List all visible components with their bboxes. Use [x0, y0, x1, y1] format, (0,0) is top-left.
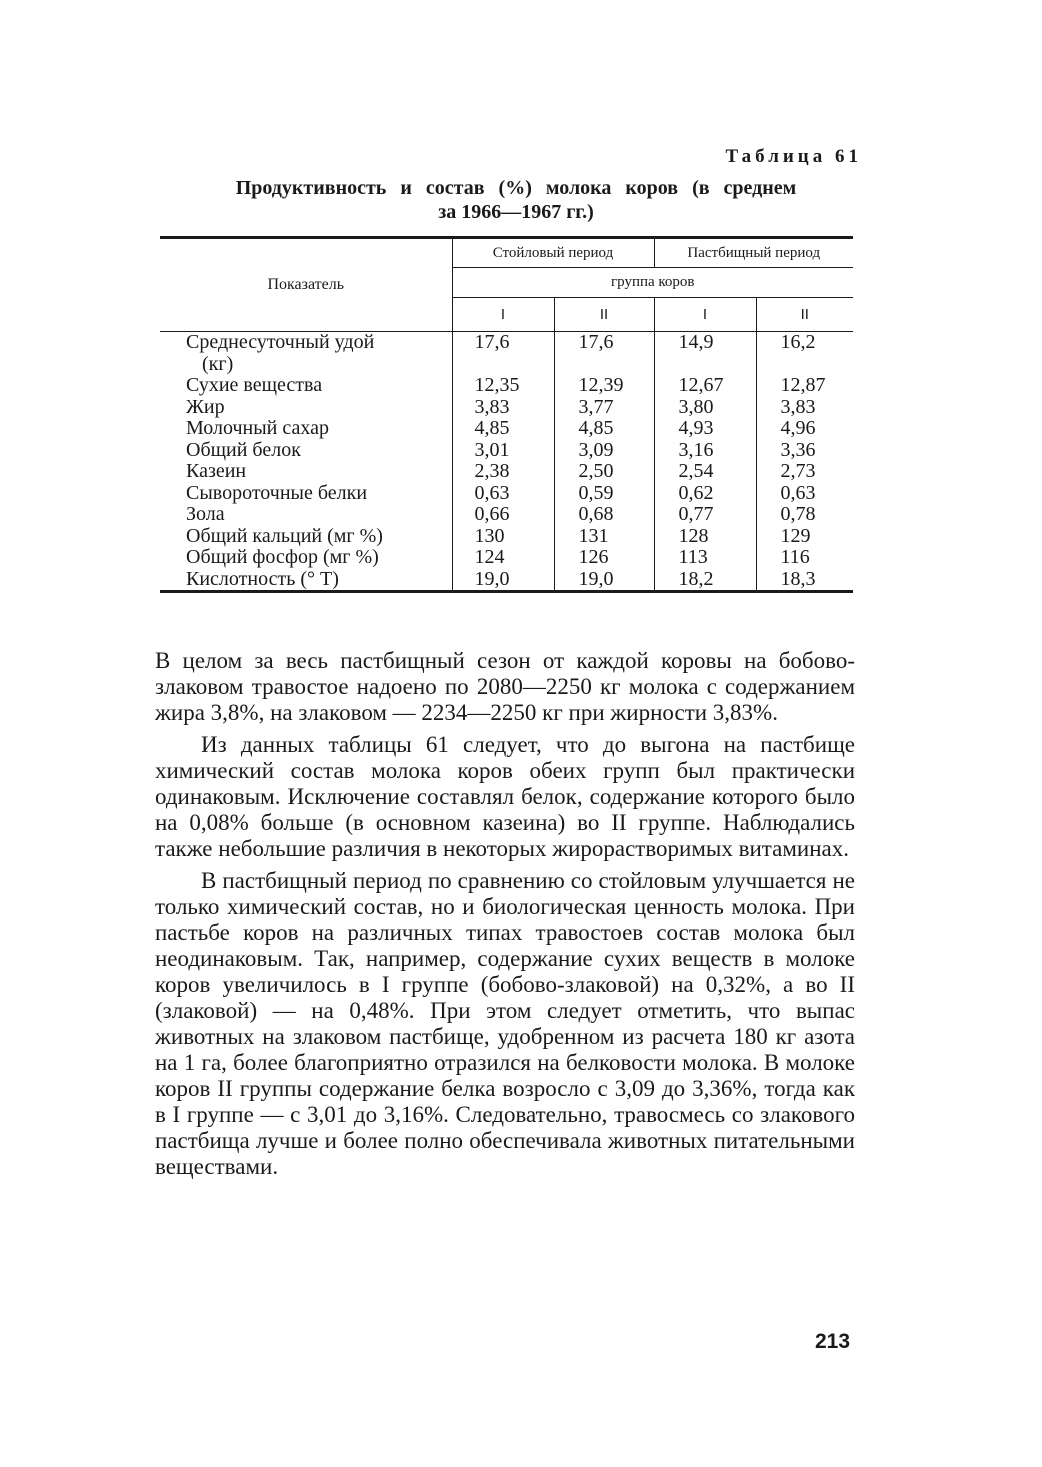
caption-line-1: Продуктивность и состав (%) молока коров (в среднем	[235, 177, 797, 199]
cell: 3,36	[780, 438, 816, 461]
cell: 4,85	[554, 418, 654, 440]
cell: 4,96	[780, 417, 816, 439]
cell: 3,09	[554, 440, 654, 462]
table-row	[160, 332, 853, 376]
paragraph: В пастбищный период по сравнению со стойловым улучшается не только химический состав, но и биологическая ценность молока. При пастьбе коров на различных типах травостоев состав молока был неодинаковым. Так, например, содержание сухих веществ в молоке коров увеличилось в I группе (бобово-злаковой) на 0,32%, а во II (злаковой) — на 0,48%. При этом следует отметить, что выпас животных на злаковом пастбище, удобренном из расчета 180 кг азота на 1 га, более благоприятно отразился на белковости молока. В молоке коров II группы содержание белка возросло с 3,09 до 3,36%, тогда как в I группе — с 3,01 до 3,16%. Следовательно, травосмесь со злакового пастбища лучше и более полно обеспечивала животных питательными веществами.	[155, 868, 855, 1179]
cell: 3,83	[452, 397, 554, 419]
cell: 116	[780, 546, 810, 568]
cell: 126	[554, 547, 654, 569]
table-row	[160, 418, 853, 440]
group-col-2: II	[554, 298, 654, 332]
cell: 0,59	[554, 483, 654, 505]
table-row	[160, 526, 853, 548]
cell: 18,2	[654, 569, 756, 592]
milk-composition-table	[160, 236, 853, 593]
page-number: 213	[815, 1330, 851, 1353]
cell: 17,6	[452, 332, 554, 376]
cell: 3,80	[654, 397, 756, 419]
cell: 128	[654, 526, 756, 548]
table-row	[160, 504, 853, 526]
cell: 3,77	[554, 397, 654, 419]
cell: 0,66	[452, 504, 554, 526]
cell: 0,77	[654, 504, 756, 526]
group-col-1: I	[452, 298, 554, 332]
cell: 3,16	[654, 440, 756, 462]
row-label: Общий кальций (мг %)	[160, 526, 452, 548]
group-label: группа коров	[610, 274, 695, 290]
table-number-label: Таблица 61	[725, 146, 862, 167]
cell: 14,9	[654, 332, 756, 376]
table-row	[160, 375, 853, 397]
cell: 18,3	[756, 569, 853, 592]
cell: 19,0	[554, 569, 654, 592]
row-label: Общий фосфор (мг %)	[160, 547, 452, 569]
row-label-continuation: (кг)	[202, 352, 234, 375]
cell: 4,93	[654, 418, 756, 440]
cell: 0,63	[780, 481, 816, 504]
cell: 113	[654, 547, 756, 569]
group-col-4: II	[800, 306, 809, 323]
row-label: Сывороточные белки	[160, 483, 452, 505]
header-row-periods	[160, 238, 853, 268]
paragraph: В целом за весь пастбищный сезон от каждой коровы на бобово-злаковом травостое надоено по 2080—2250 кг молока с содержанием жира 3,8%, на злаковом — 2234—2250 кг при жирности 3,83%.	[155, 648, 855, 725]
table-row	[160, 569, 853, 592]
row-label: Общий белок	[160, 440, 452, 462]
table-row	[160, 461, 853, 483]
table-row	[160, 547, 853, 569]
row-label: Зола	[160, 504, 452, 526]
cell: 131	[554, 526, 654, 548]
cell: 3,83	[780, 395, 816, 418]
caption-line-2: за 1966—1967 гг.)	[438, 201, 594, 223]
group-col-3: I	[654, 298, 756, 332]
table-row	[160, 440, 853, 462]
row-label-text: Среднесуточный удой	[186, 331, 375, 353]
row-header-label: Показатель	[160, 238, 452, 332]
data-table-container	[160, 236, 853, 593]
cell: 0,68	[554, 504, 654, 526]
period-stall: Стойловый период	[452, 238, 654, 268]
cell: 12,35	[452, 375, 554, 397]
row-label: Казеин	[160, 461, 452, 483]
table-caption	[196, 176, 836, 224]
cell: 2,54	[654, 461, 756, 483]
cell: 130	[452, 526, 554, 548]
cell: 2,38	[452, 461, 554, 483]
body-text	[155, 648, 855, 1180]
table-row	[160, 397, 853, 419]
row-label: Кислотность (° Т)	[160, 569, 452, 592]
row-label: Сухие вещества	[160, 375, 452, 397]
cell: 2,50	[554, 461, 654, 483]
cell: 4,85	[452, 418, 554, 440]
cell: 0,78	[780, 503, 816, 525]
cell: 16,2	[780, 331, 816, 353]
row-label: Жир	[160, 397, 452, 419]
paragraph: Из данных таблицы 61 следует, что до выгона на пастбище химический состав молока коров обеих групп был практически одинаковым. Исключение составлял белок, содержание которого было на 0,08% больше (в основном казеина) во II группе. Наблюдались также небольшие различия в некоторых жирорастворимых витаминах.	[155, 732, 855, 861]
cell: 12,67	[654, 375, 756, 397]
row-label: Молочный сахар	[160, 418, 452, 440]
cell: 129	[780, 524, 811, 547]
row-label	[160, 332, 452, 376]
period-pasture: Пастбищный период	[687, 244, 821, 261]
cell: 0,63	[452, 483, 554, 505]
cell: 2,73	[780, 460, 816, 482]
cell: 17,6	[554, 332, 654, 376]
cell: 0,62	[654, 483, 756, 505]
cell: 124	[452, 547, 554, 569]
cell: 19,0	[452, 569, 554, 592]
cell: 3,01	[452, 440, 554, 462]
cell: 12,87	[780, 374, 826, 396]
table-row	[160, 483, 853, 505]
cell: 12,39	[554, 375, 654, 397]
